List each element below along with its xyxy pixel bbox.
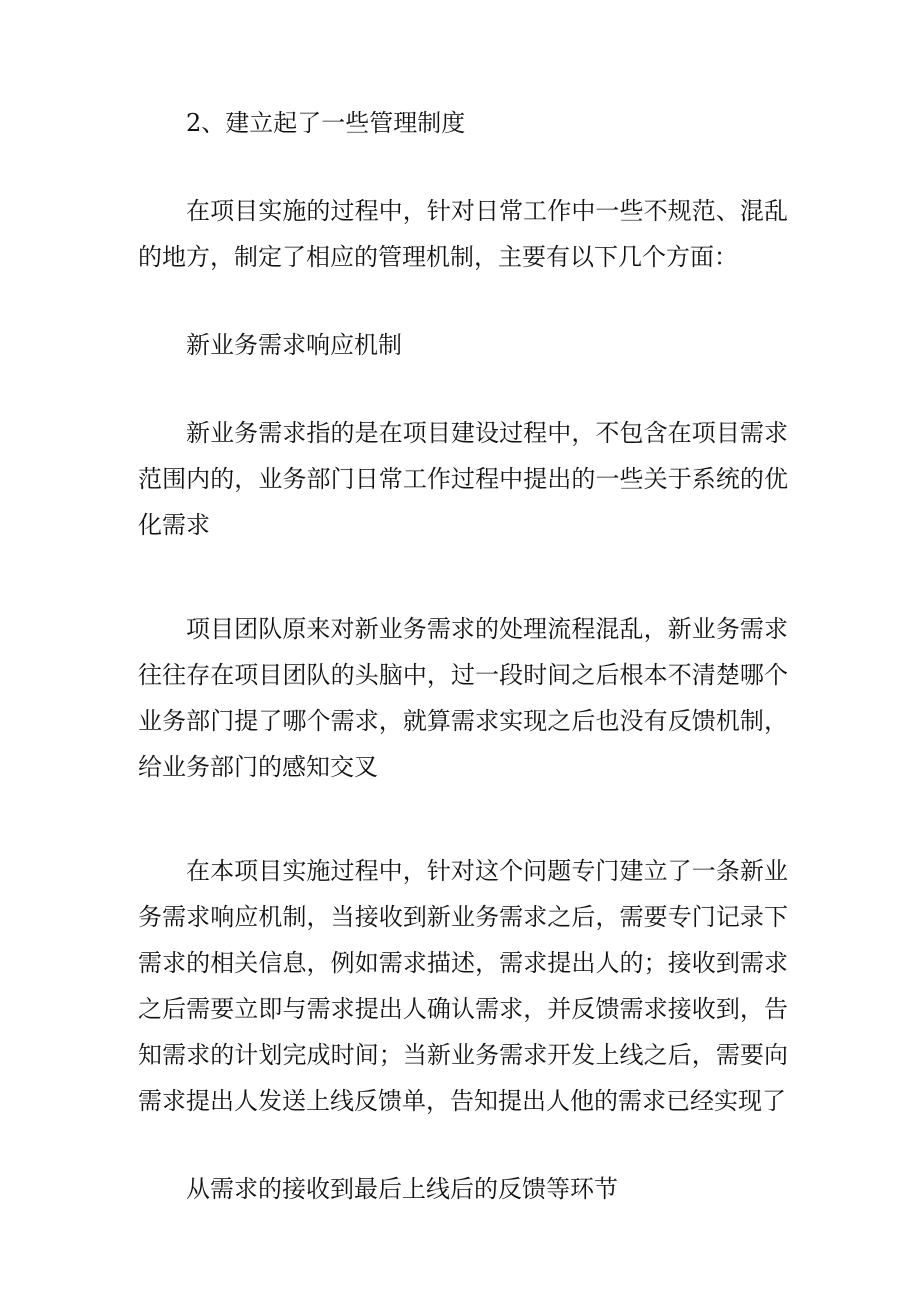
subheading: 新业务需求响应机制 bbox=[186, 331, 402, 359]
paragraph-problem: 项目团队原来对新业务需求的处理流程混乱，新业务需求往往存在项目团队的头脑中，过一段时间之后根本不清楚哪个业务部门提了哪个需求，就算需求实现之后也没有反馈机制，给业务部门的感知交叉 bbox=[138, 615, 788, 781]
intro-paragraph: 在项目实施的过程中，针对日常工作中一些不规范、混乱的地方，制定了相应的管理机制，主要有以下几个方面： bbox=[138, 197, 788, 271]
paragraph-solution: 在本项目实施过程中，针对这个问题专门建立了一条新业务需求响应机制，当接收到新业务需求之后，需要专门记录下需求的相关信息，例如需求描述，需求提出人的；接收到需求之后需要立即与需求提出人确认需求，并反馈需求接收到，告知需求的计划完成时间；当新业务需求开发上线之后，需要向需求提出人发送上线反馈单，告知提出人他的需求已经实现了 bbox=[138, 857, 788, 1115]
paragraph-definition: 新业务需求指的是在项目建设过程中，不包含在项目需求范围内的，业务部门日常工作过程中提出的一些关于系统的优化需求 bbox=[138, 419, 788, 539]
section-heading: 2、建立起了一些管理制度 bbox=[186, 109, 466, 137]
paragraph-summary: 从需求的接收到最后上线后的反馈等环节 bbox=[186, 1175, 618, 1203]
document-body bbox=[138, 100, 788, 1212]
